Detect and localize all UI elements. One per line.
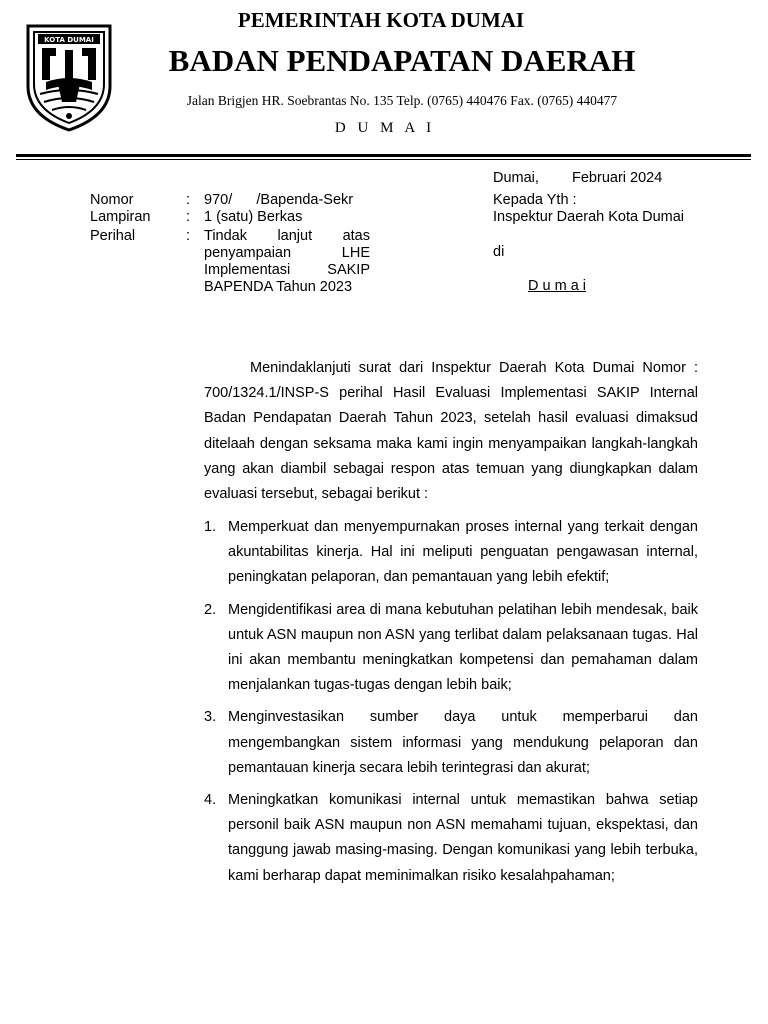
agency-name: BADAN PENDAPATAN DAERAH <box>168 43 636 78</box>
letterhead-divider-thick <box>16 154 751 157</box>
agency-address: Jalan Brigjen HR. Soebrantas No. 135 Telp. (0765) 440476 Fax. (0765) 440477 <box>186 93 618 108</box>
lampiran-value: 1 (satu) Berkas <box>204 209 303 225</box>
list-item-number: 3. <box>204 709 217 726</box>
perihal-label: Perihal <box>90 228 136 244</box>
recipient-city: D u m a i <box>528 278 587 294</box>
recipient-di: di <box>493 244 505 260</box>
recipient-greeting: Kepada Yth : <box>493 192 577 208</box>
perihal-value <box>204 228 370 296</box>
lampiran-label: Lampiran <box>90 209 151 225</box>
list-item-text: Memperkuat dan menyempurnakan proses internal yang terkait dengan akuntabilitas kinerja. Hal ini meliputi penguatan pengawasan internal, peningkatan pelaporan, dan pemantauan yang lebih efektif; <box>228 519 698 586</box>
list-item <box>204 598 698 699</box>
list-item <box>204 515 698 591</box>
perihal-colon: : <box>186 228 191 244</box>
letterhead-divider-thin <box>16 159 751 160</box>
nomor-value: 970/ /Bapenda-Sekr <box>204 192 354 208</box>
list-item-text: Mengidentifikasi area di mana kebutuhan pelatihan lebih mendesak, baik untuk ASN maupun non ASN yang terlibat dalam pelaksanaan tugas. Hal ini akan membantu meningkatkan kompetensi dan pemahaman dalam menjalankan tugas-tugas dengan lebih baik; <box>228 601 698 694</box>
list-item <box>204 788 698 889</box>
perihal-line: BAPENDA Tahun 2023 <box>204 279 353 295</box>
list-item-text: Meningkatkan komunikasi internal untuk memastikan bahwa setiap personil baik ASN maupun non ASN memahami tujuan, ekspektasi, dan tanggung jawab masing-masing. Dengan komunikasi yang lebih terbuka, kami berharap dapat meminimalkan risiko kesalahpahaman; <box>228 792 698 884</box>
emblem-text: KOTA DUMAI <box>44 36 94 44</box>
nomor-colon: : <box>186 192 191 208</box>
perihal-line: Implementasi SAKIP <box>204 262 370 278</box>
intro-paragraph: Menindaklanjuti surat dari Inspektur Daerah Kota Dumai Nomor : 700/1324.1/INSP-S perihal Hasil Evaluasi Implementasi SAKIP Internal Badan Pendapatan Daerah Tahun 2023, setelah hasil evaluasi dimaksud ditelaah dengan seksama maka kami ingin menyampaikan langkah-langkah yang akan diambil sebagai respon atas temuan yang diungkapkan dalam evaluasi tersebut, sebagai berikut : <box>204 360 698 503</box>
recipient-name: Inspektur Daerah Kota Dumai <box>493 209 685 225</box>
date-month-year: Februari 2024 <box>572 170 663 186</box>
date-place: Dumai, <box>493 170 539 186</box>
action-list <box>204 515 698 896</box>
list-item <box>204 705 698 781</box>
government-name: PEMERINTAH KOTA DUMAI <box>237 8 525 32</box>
list-item-text: Menginvestasikan sumber daya untuk memperbarui dan mengembangkan sistem informasi yang mendukung pelaporan dan pemantauan kinerja secara lebih terintegrasi dan akurat; <box>228 709 698 776</box>
nomor-label: Nomor <box>90 192 134 208</box>
list-item-number: 4. <box>204 792 217 809</box>
perihal-line: Tindak lanjut atas <box>204 228 370 244</box>
letterhead-city: D U M A I <box>334 120 436 136</box>
list-item-number: 1. <box>204 519 217 535</box>
perihal-line: penyampaian LHE <box>204 245 370 261</box>
list-item-number: 2. <box>204 601 217 618</box>
lampiran-colon: : <box>186 209 191 225</box>
